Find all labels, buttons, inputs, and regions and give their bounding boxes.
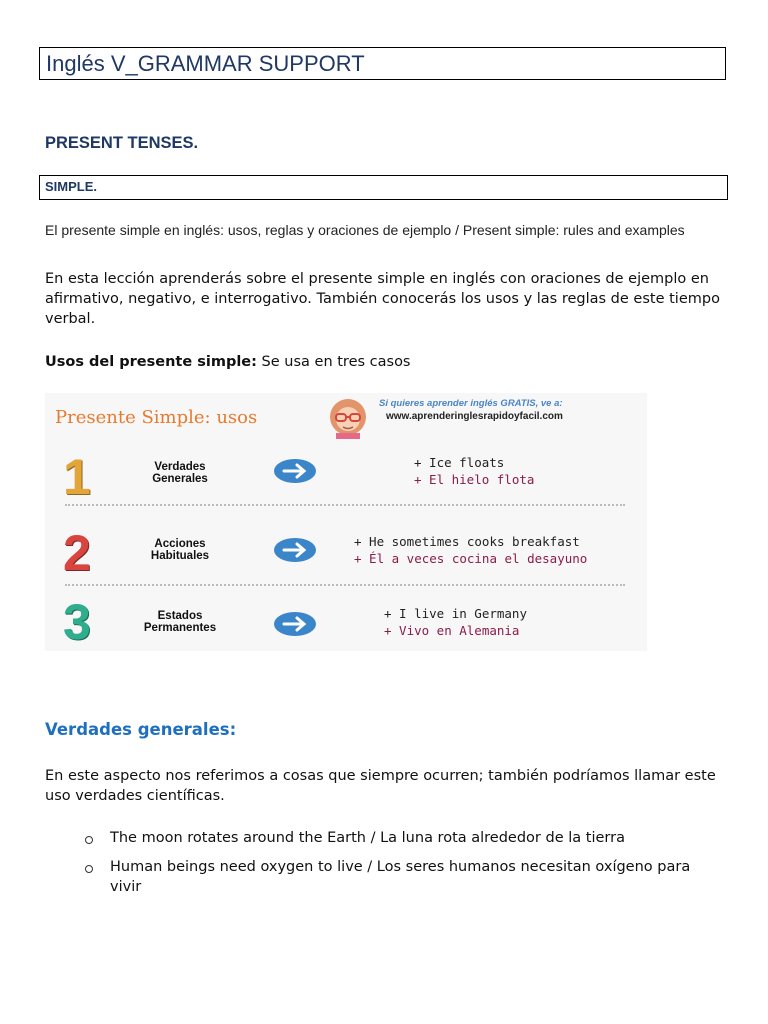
number-1: 1: [63, 449, 91, 505]
subsection-title: SIMPLE.: [45, 179, 98, 194]
arrow-right-icon: [274, 612, 316, 636]
promo-url: www.aprenderinglesrapidoyfacil.com: [386, 411, 563, 422]
infographic-row-1: [45, 449, 647, 509]
usos-infographic: [45, 393, 647, 651]
bullet-icon: [85, 865, 93, 873]
usos-text: Se usa en tres casos: [256, 354, 411, 370]
subsection-box: [39, 175, 728, 200]
row-label-acciones: Acciones Habituales: [150, 538, 210, 562]
teacher-avatar-icon: [318, 395, 378, 439]
number-2: 2: [63, 525, 91, 581]
infographic-row-3: [45, 594, 647, 657]
example-en-1: + Ice floats: [414, 455, 505, 470]
arrow-right-icon: [274, 459, 316, 483]
verdades-heading: Verdades generales:: [45, 720, 237, 739]
intro-line: El presente simple en inglés: usos, reglas y oraciones de ejemplo / Present simple: rules and examples: [45, 222, 685, 238]
example-en-3: + I live in Germany: [384, 606, 527, 621]
list-item: The moon rotates around the Earth / La luna rota alrededor de la tierra: [85, 828, 725, 848]
row-label-verdades: Verdades Generales: [152, 461, 208, 485]
infographic-title: Presente Simple: usos: [55, 407, 258, 428]
document-title-box: [39, 47, 726, 80]
section-heading: PRESENT TENSES.: [45, 134, 199, 152]
usos-paragraph: [45, 352, 730, 372]
document-title: Inglés V_GRAMMAR SUPPORT: [46, 51, 365, 76]
list-item: Human beings need oxygen to live / Los seres humanos necesitan oxígeno para vivir: [85, 857, 725, 897]
row-divider: [65, 584, 625, 586]
intro-paragraph: En esta lección aprenderás sobre el presente simple en inglés con oraciones de ejemplo en afirmativo, negativo, e interrogativo. También conocerás los usos y las reglas de este tiempo verbal.: [45, 271, 720, 327]
example-es-2: + Él a veces cocina el desayuno: [354, 551, 588, 566]
example-es-3: + Vivo en Alemania: [384, 623, 520, 638]
examples-list: [85, 828, 725, 906]
row-divider: [65, 504, 625, 506]
arrow-right-icon: [274, 538, 316, 562]
verdades-paragraph: En este aspecto nos referimos a cosas que siempre ocurren; también podríamos llamar este uso verdades científicas.: [45, 768, 716, 804]
bullet-icon: [85, 836, 93, 844]
usos-label: Usos del presente simple:: [45, 354, 257, 370]
row-label-estados: Estados Permanentes: [143, 610, 217, 634]
number-3: 3: [63, 594, 91, 650]
example-es-1: + El hielo flota: [414, 472, 535, 487]
example-en-2: + He sometimes cooks breakfast: [354, 534, 580, 549]
infographic-row-2: [45, 525, 647, 585]
promo-text: Si quieres aprender inglés GRATIS, ve a:: [379, 398, 563, 409]
